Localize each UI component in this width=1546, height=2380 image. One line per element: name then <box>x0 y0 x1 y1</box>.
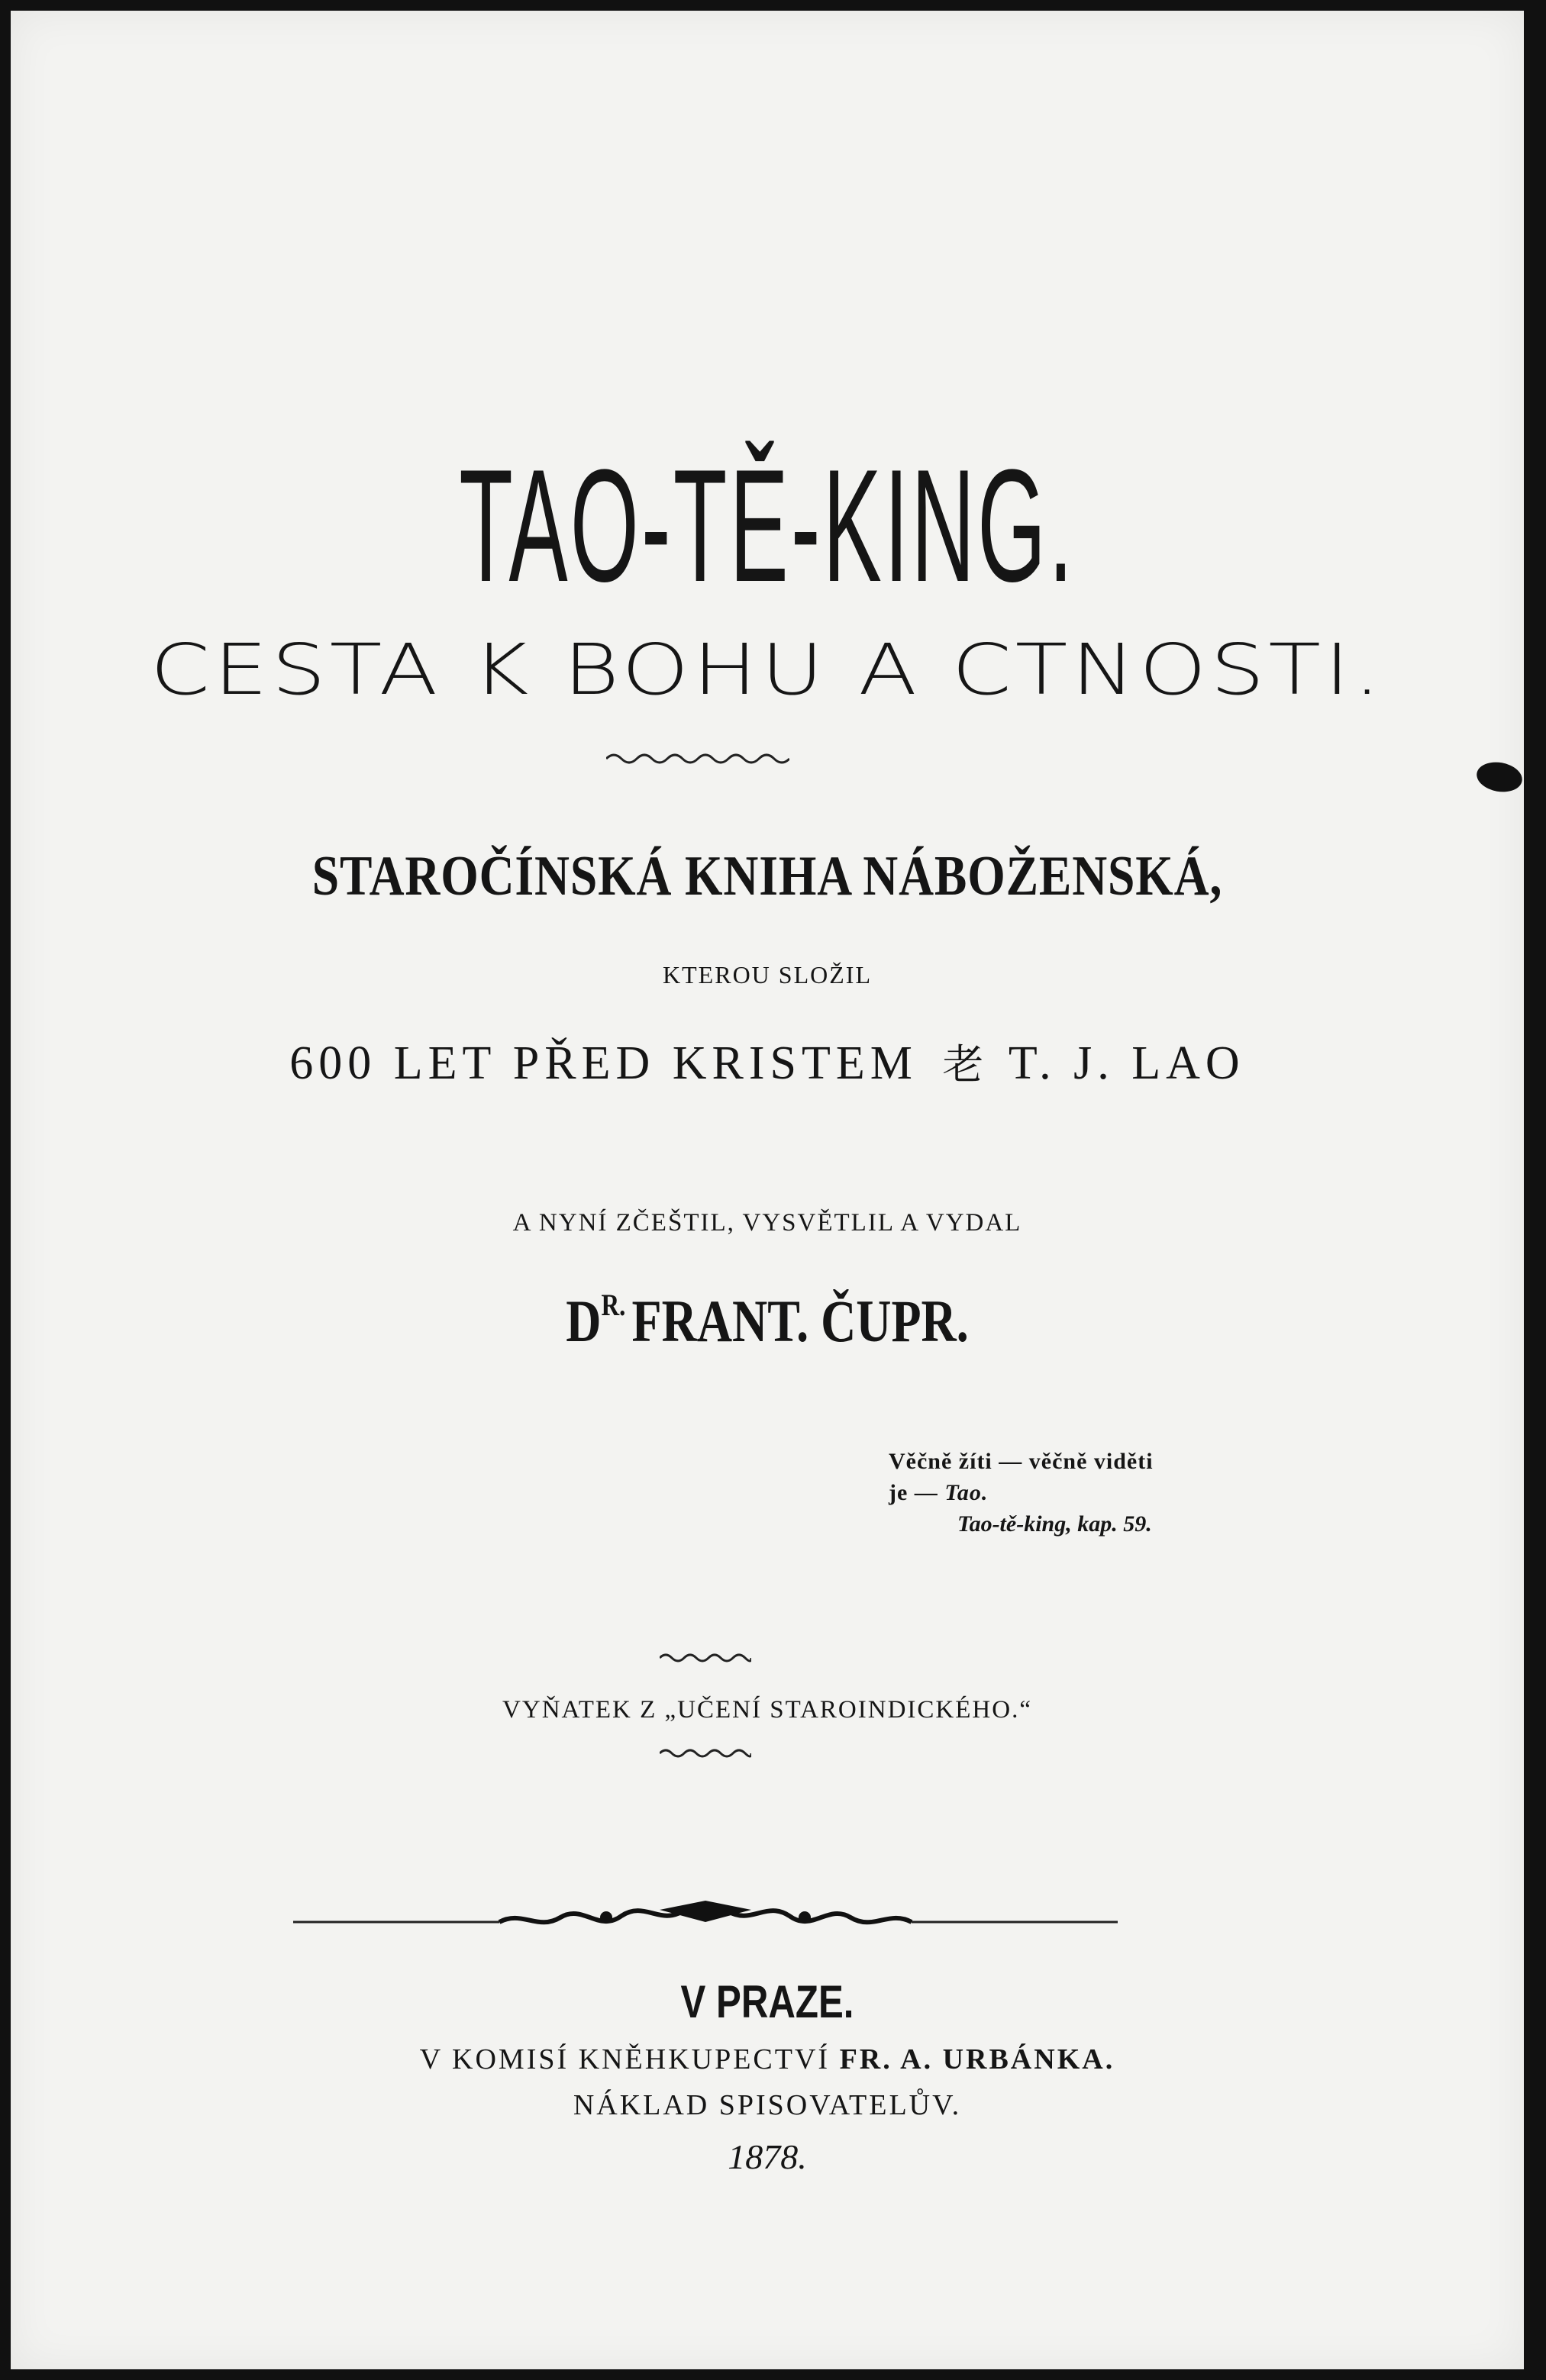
title-page <box>11 11 1524 2369</box>
translator-prefix-sup: R. <box>601 1288 626 1322</box>
book-title: TAO-TĚ-KING. <box>459 436 1076 615</box>
extract-note: VYŇATEK Z „UČENÍ STAROINDICKÉHO.“ <box>502 1696 1032 1724</box>
wavy-rule-icon <box>606 751 789 766</box>
ink-blot-icon <box>1474 759 1525 795</box>
epigraph-line-1: Věčně žíti — věčně viděti <box>889 1449 1154 1474</box>
author-line <box>11 1032 1524 1091</box>
epigraph-source: Tao-tě-king, kap. 59. <box>957 1511 1152 1537</box>
epigraph-line-2-italic: Tao. <box>944 1480 989 1505</box>
ornamental-divider-icon <box>293 1895 1118 1940</box>
wavy-rule-icon <box>660 1652 751 1664</box>
book-subtitle: CESTA K BOHU A CTNOSTI. <box>150 629 1385 711</box>
wavy-rule-icon <box>660 1747 751 1759</box>
author-line-after: T. J. LAO <box>1008 1037 1245 1089</box>
translator-fullname: FRANT. ČUPR. <box>631 1288 969 1354</box>
imprint-commission-name: FR. A. URBÁNKA. <box>839 2043 1115 2075</box>
author-line-before: 600 LET PŘED KRISTEM <box>289 1037 918 1089</box>
imprint-publisher: NÁKLAD SPISOVATELŮV. <box>573 2089 962 2121</box>
imprint-city: V PRAZE. <box>680 1976 854 2027</box>
composed-by-label: KTEROU SLOŽIL <box>663 961 872 988</box>
translator-prefix: D <box>566 1288 602 1354</box>
translated-by-label: A NYNÍ ZČEŠTIL, VYSVĚTLIL A VYDAL <box>512 1209 1022 1237</box>
imprint-commission <box>11 2043 1524 2076</box>
translator-name <box>147 1287 1387 1356</box>
imprint-year: 1878. <box>728 2137 807 2176</box>
epigraph-line-2-text: je — <box>889 1480 945 1505</box>
epigraph-line-2 <box>889 1477 1154 1508</box>
epigraph <box>889 1446 1154 1540</box>
imprint-commission-prefix: V KOMISÍ KNĚHKUPECTVÍ <box>419 2043 840 2075</box>
lao-glyph: 老 <box>942 1042 984 1088</box>
book-description: STAROČÍNSKÁ KNIHA NÁBOŽENSKÁ, <box>311 845 1223 908</box>
